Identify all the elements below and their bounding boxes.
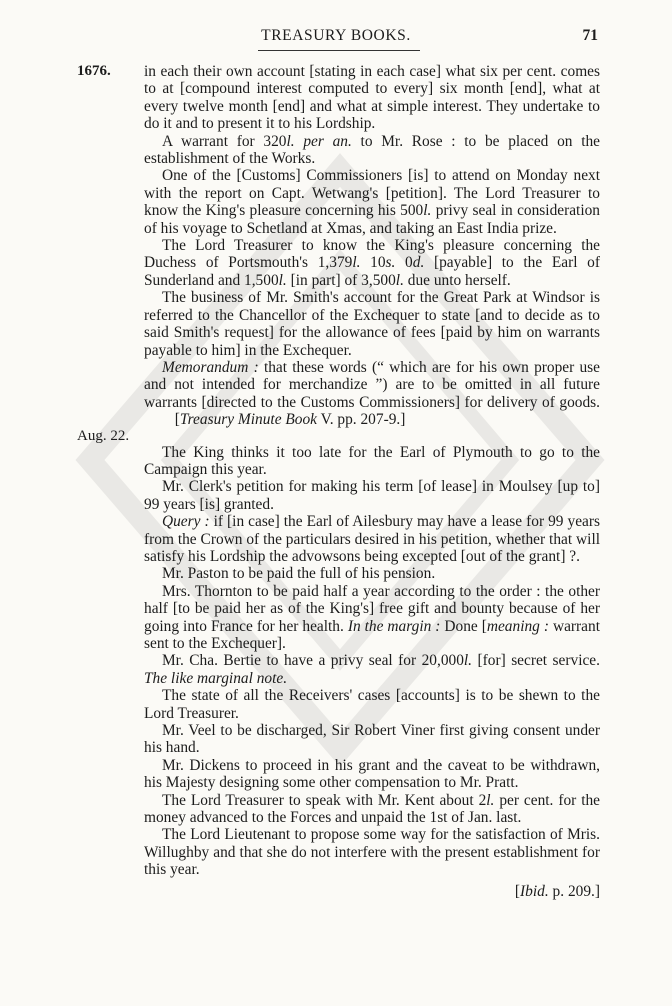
margin-date: Aug. 22. — [77, 428, 130, 444]
paragraph: Mr. Dickens to proceed in his grant and the caveat to be withdrawn, his Majesty designing some other compensation to Mr. Pratt. — [144, 756, 600, 792]
paragraph: The King thinks it too late for the Earl of Plymouth to go to the Campaign this year. — [144, 443, 600, 478]
paragraph: The Lord Treasurer to speak with Mr. Kent about 2l. per cent. for the money advanced to the Forces and unpaid the 1st of Jan. last. — [144, 791, 600, 827]
paragraph: Mr. Paston to be paid the full of his pension. — [162, 565, 436, 583]
paragraph: A warrant for 320l. per an. to Mr. Rose : to be placed on the establishment of the Works. — [144, 132, 601, 168]
section-gap — [144, 429, 600, 444]
paragraph: Mr. Cha. Bertie to have a privy seal for 20,000l. [for] secret service. The like marginal note. — [144, 652, 600, 687]
paragraph: Mr. Veel to be discharged, Sir Robert Viner first giving consent under his hand. — [144, 722, 600, 757]
paragraph: Memorandum : that these words (“ which are for his own proper use and not intended for merchandize ”) are to be omitted in all future warrants [directed to the Customs Commissioners] for delivery of goods. [Treasury Minute Book V. pp. 207-9.] — [144, 358, 600, 429]
paragraph: The Lord Treasurer to know the King's pleasure concerning the Duchess of Portsmouth's 1,379l. 10s. 0d. [payable] to the Earl of Sunderland and 1,500l. [in part] of 3,500l. due unto herself. — [144, 237, 600, 289]
paragraph: The business of Mr. Smith's account for the Great Park at Windsor is referred to the Chancellor of the Exchequer to state [and to decide as to said Smith's request] for the allowance of fees [paid by him on warrants payable to him] in the Exchequer. — [144, 289, 600, 359]
page-header — [0, 27, 672, 49]
paragraph: Mrs. Thornton to be paid half a year according to the order : the other half [to be paid her as of the King's] free gift and bounty because of her going into France for her health. In the margin : Done [meaning : warrant sent to the Exchequer]. — [144, 582, 600, 652]
margin-year: 1676. — [77, 63, 111, 79]
paragraph: The state of all the Receivers' cases [accounts] is to be shewn to the Lord Treasurer. — [144, 687, 600, 722]
page-number: 71 — [582, 27, 598, 44]
body-text — [144, 63, 600, 900]
citation: [Ibid. p. 209.] — [514, 882, 600, 900]
paragraph: The Lord Lieutenant to propose some way for the satisfaction of Mris. Willughby and that she do not interfere with the present establishment for this year. — [144, 826, 600, 879]
paragraph: in each their own account [stating in each case] what six per cent. comes to at [compound interest computed to every] six month [end], what at every twelve month [end] and what at simple interest. They undertake to do it and to present it to his Lordship. — [144, 63, 600, 133]
header-rule — [258, 50, 420, 51]
running-title: TREASURY BOOKS. — [261, 27, 411, 44]
citation: [Treasury Minute Book V. pp. 207-9.] — [174, 411, 406, 429]
paragraph: Mr. Clerk's petition for making his term [of lease] in Moulsey [up to] 99 years [is] granted. — [144, 478, 600, 513]
paragraph: Query : if [in case] the Earl of Ailesbury may have a lease for 99 years from the Crown of the particulars desired in his petition, whether that will satisfy his Lordship the advowsons being excepted [out of the grant] ?. — [144, 513, 600, 565]
paragraph: One of the [Customs] Commissioners [is] to attend on Monday next with the report on Capt. Wetwang's [petition]. The Lord Treasurer to know the King's pleasure concerning his 500l. privy seal in consideration of his voyage to Schetland at Xmas, and taking an East India prize. — [144, 167, 600, 237]
